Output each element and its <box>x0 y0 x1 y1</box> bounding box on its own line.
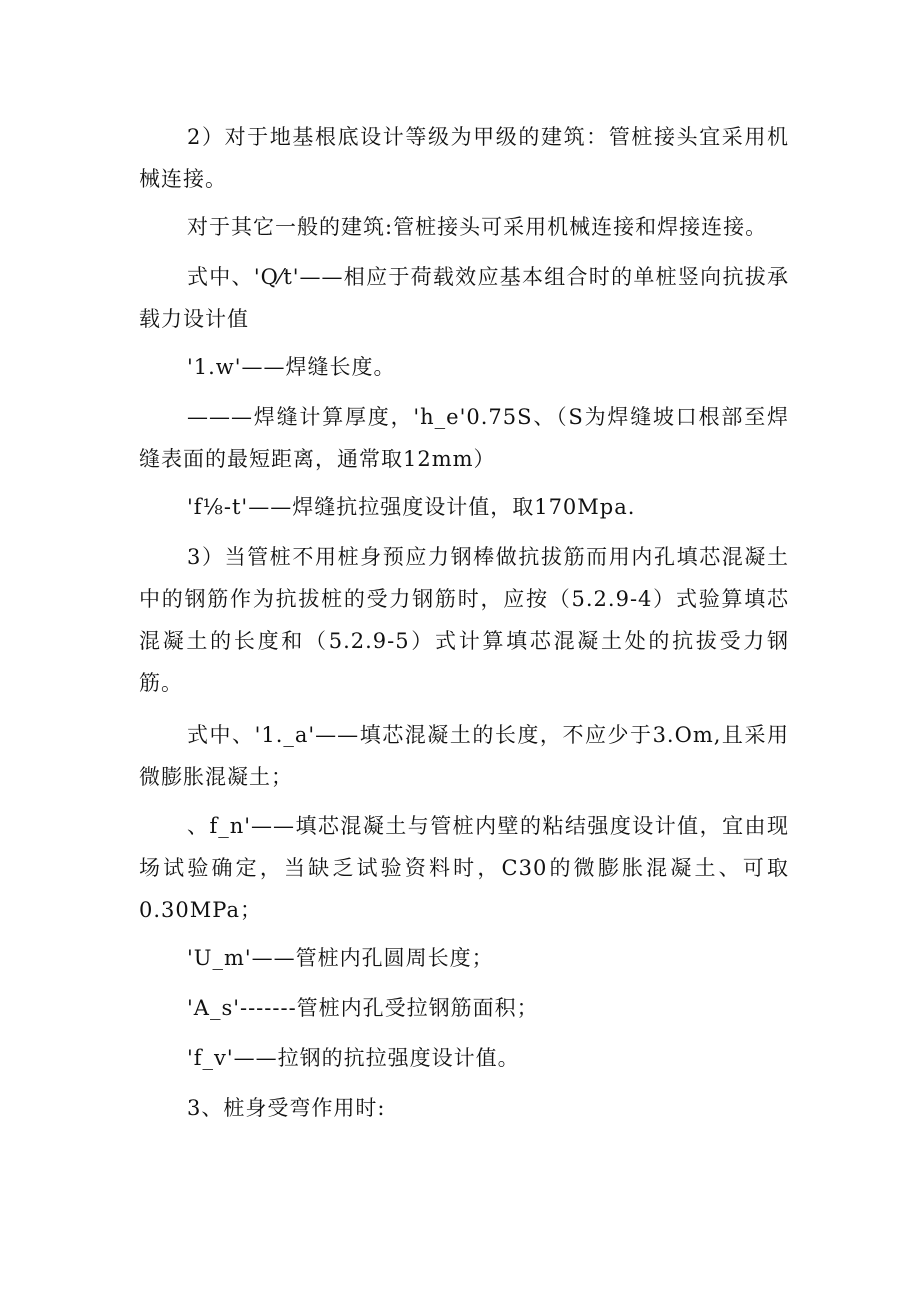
paragraph-core-concrete-length <box>139 714 789 798</box>
paragraph-core-concrete-rebar <box>139 536 789 704</box>
paragraph-inner-circumference <box>139 937 789 979</box>
paragraph-text: 'A_s'-------管桩内孔受拉钢筋面积； <box>187 996 539 1020</box>
paragraph-rebar-area <box>139 987 789 1029</box>
paragraph-text: 、f_n'——填芯混凝土与管桩内壁的粘结强度设计值，宜由现场试验确定，当缺乏试验资料时，C30的微膨胀混凝土、可取0.30MPa； <box>139 814 789 922</box>
paragraph-text: 对于其它一般的建筑:管桩接头可采用机械连接和焊接连接。 <box>187 215 768 239</box>
paragraph-pile-joint-general <box>139 206 789 248</box>
paragraph-bond-strength <box>139 805 789 931</box>
paragraph-text: 'U_m'——管桩内孔圆周长度； <box>187 946 494 970</box>
paragraph-text: 3、桩身受弯作用时: <box>187 1096 386 1120</box>
paragraph-weld-strength <box>139 486 789 528</box>
paragraph-weld-length <box>139 346 789 388</box>
paragraph-text: 式中、'Q⁄t'——相应于荷载效应基本组合时的单桩竖向抗拔承载力设计值 <box>139 265 789 331</box>
paragraph-text: ———焊缝计算厚度，'h_e'0.75S、（S为焊缝坡口根部至焊缝表面的最短距离，通常取12mm） <box>139 405 789 471</box>
paragraph-text: 'f_v'——拉钢的抗拉强度设计值。 <box>187 1046 520 1070</box>
paragraph-rebar-strength <box>139 1037 789 1079</box>
section-heading-bending <box>139 1087 789 1129</box>
paragraph-pile-joint-class-a <box>139 116 789 200</box>
paragraph-weld-thickness <box>139 396 789 480</box>
paragraph-text: 'f⅛-t'——焊缝抗拉强度设计值，取170Mpa. <box>187 495 636 519</box>
paragraph-formula-q-t <box>139 256 789 340</box>
paragraph-text: 式中、'1._a'——填芯混凝土的长度，不应少于3.Om,且采用微膨胀混凝土； <box>139 723 789 789</box>
paragraph-text: 2）对于地基根底设计等级为甲级的建筑：管桩接头宜采用机械连接。 <box>139 125 789 191</box>
paragraph-text: 3）当管桩不用桩身预应力钢棒做抗拔筋而用内孔填芯混凝土中的钢筋作为抗拔桩的受力钢筋时，应按（5.2.9-4）式验算填芯混凝土的长度和（5.2.9-5）式计算填芯混凝土处的抗拔受力钢筋。 <box>139 545 789 695</box>
paragraph-text: '1.w'——焊缝长度。 <box>187 355 396 379</box>
